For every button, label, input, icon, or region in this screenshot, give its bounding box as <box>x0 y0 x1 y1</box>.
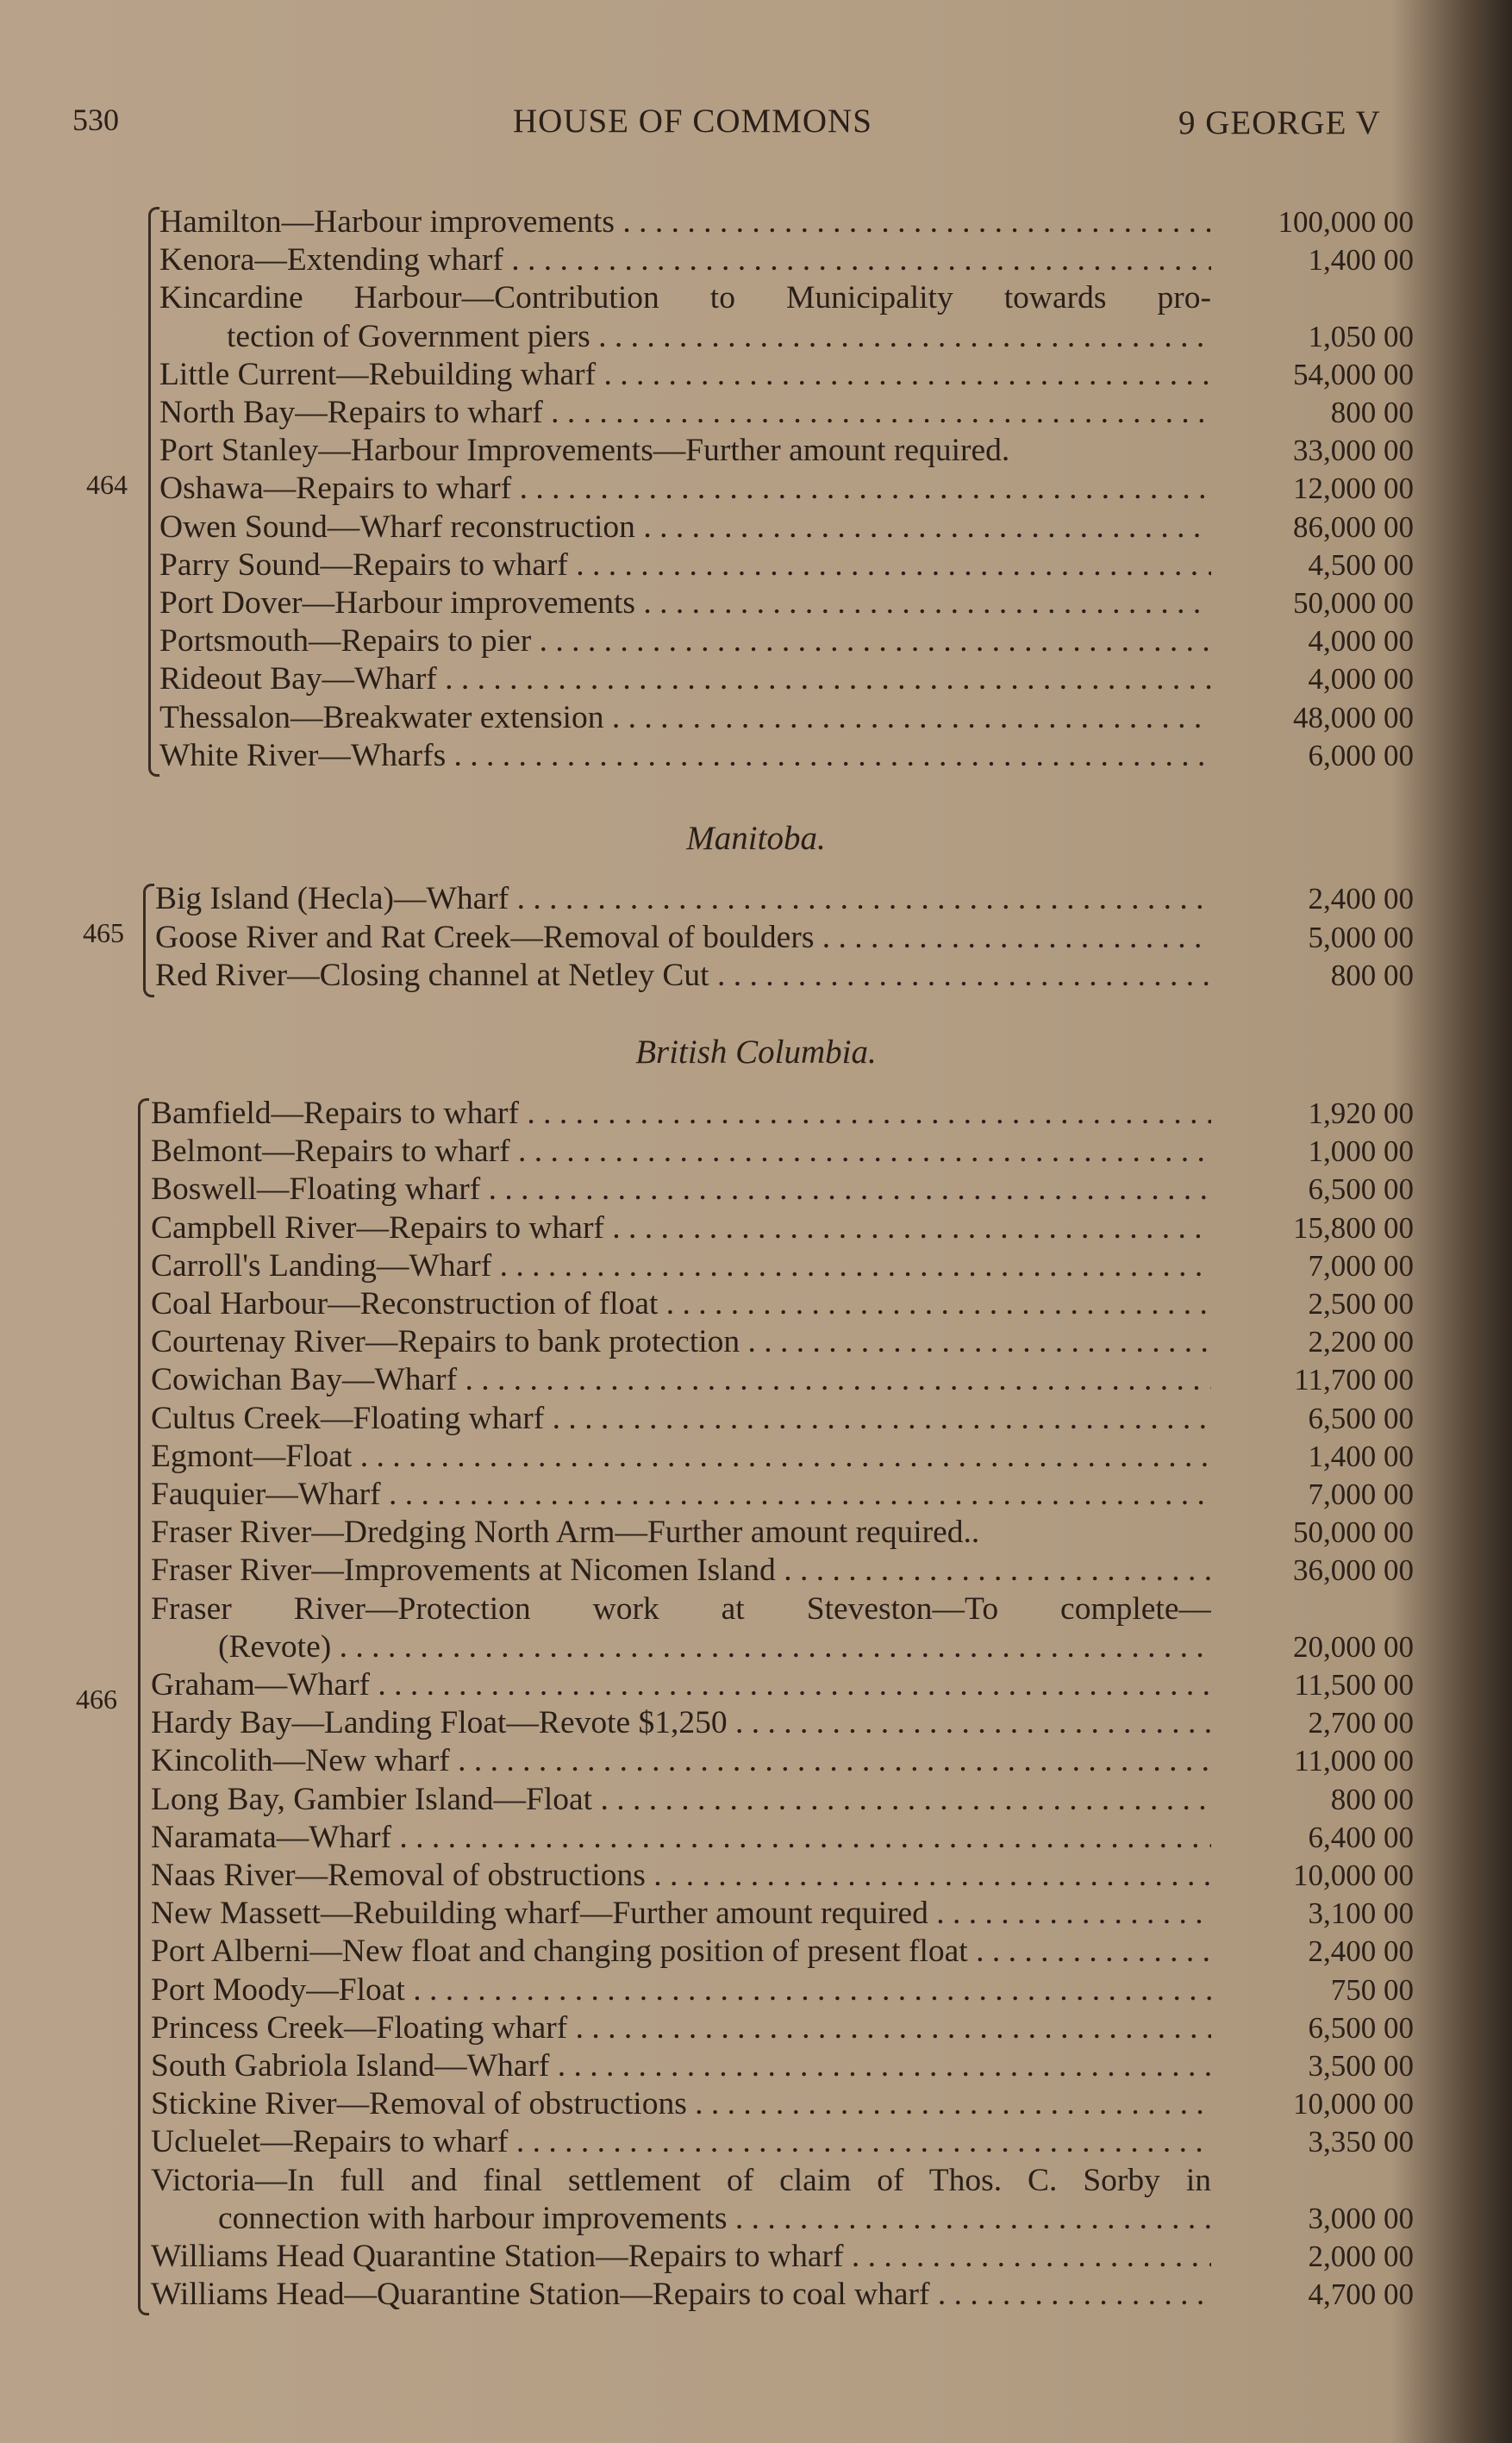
estimate-row <box>0 584 1512 622</box>
item-amount: 11,500 00 <box>1294 1668 1414 1702</box>
item-amount: 3,100 00 <box>1308 1896 1414 1931</box>
vote-number: 465 <box>83 916 124 948</box>
item-amount: 4,000 00 <box>1308 662 1414 697</box>
item-description: White River—Wharfs . . . <box>159 737 1211 775</box>
item-description: Port Stanley—Harbour Improvements—Further amount required. <box>159 433 1010 469</box>
item-description: tection of Government piers . . . <box>227 318 1211 356</box>
item-amount: 100,000 00 <box>1278 205 1414 239</box>
item-description: Kincardine Harbour—Contribution to Municipality towards pro- <box>159 280 1211 316</box>
item-description: Hamilton—Harbour improvements . . . <box>159 203 1211 241</box>
estimate-row <box>0 432 1512 470</box>
estimate-row <box>0 547 1512 584</box>
estimate-row <box>0 1133 1512 1171</box>
item-amount: 6,000 00 <box>1308 738 1414 772</box>
estimate-row <box>0 2009 1512 2047</box>
item-amount: 33,000 00 <box>1293 434 1414 468</box>
item-amount: 2,400 00 <box>1308 882 1414 915</box>
item-description: Coal Harbour—Reconstruction of float . . . <box>151 1285 1211 1323</box>
estimate-row <box>0 1590 1512 1628</box>
item-amount: 6,500 00 <box>1308 2010 1414 2045</box>
item-description: Naas River—Removal of obstructions . . . <box>151 1857 1211 1895</box>
item-amount: 11,000 00 <box>1294 1744 1414 1778</box>
item-description: Kenora—Extending wharf . . . <box>159 241 1211 279</box>
item-description: Little Current—Rebuilding wharf . . . <box>159 356 1211 394</box>
item-amount: 5,000 00 <box>1308 920 1414 954</box>
estimate-row <box>0 1628 1512 1666</box>
estimate-row <box>0 203 1512 241</box>
estimate-row <box>0 1819 1512 1857</box>
item-amount: 48,000 00 <box>1293 700 1414 734</box>
item-description: Victoria—In full and final settlement of claim of Thos. C. Sorby in <box>151 2162 1211 2198</box>
page-title: HOUSE OF COMMONS <box>513 103 872 140</box>
estimate-row <box>0 1666 1512 1704</box>
item-description: Princess Creek—Floating wharf . . . <box>151 2009 1211 2047</box>
item-description: Fraser River—Improvements at Nicomen Island . . . <box>151 1552 1211 1590</box>
estimate-row <box>0 1933 1512 1971</box>
item-amount: 86,000 00 <box>1293 509 1414 544</box>
item-description: Port Alberni—New float and changing position of present float . . . <box>151 1933 1211 1971</box>
item-amount: 1,400 00 <box>1308 1439 1414 1473</box>
estimate-row <box>0 2047 1512 2085</box>
estimate-row <box>0 2276 1512 2314</box>
vote-number: 466 <box>76 1684 117 1715</box>
item-amount: 1,400 00 <box>1308 243 1414 278</box>
estimate-row <box>0 1971 1512 2009</box>
item-description: Port Dover—Harbour improvements . . . <box>159 584 1211 622</box>
item-description: Williams Head—Quarantine Station—Repairs to coal wharf . . . <box>151 2276 1211 2314</box>
item-amount: 3,500 00 <box>1308 2049 1414 2083</box>
item-description: Graham—Wharf . . . <box>151 1666 1211 1704</box>
item-amount: 4,700 00 <box>1308 2277 1414 2312</box>
session-label: 9 GEORGE V <box>1178 104 1381 141</box>
item-amount: 6,500 00 <box>1308 1401 1414 1435</box>
item-description: Cultus Creek—Floating wharf . . . <box>151 1400 1211 1438</box>
estimate-row <box>0 1285 1512 1323</box>
estimate-row <box>0 880 1512 918</box>
item-amount: 50,000 00 <box>1293 586 1414 620</box>
item-description: Ucluelet—Repairs to wharf . . . <box>151 2123 1211 2161</box>
item-description: Fraser River—Protection work at Steveston—To complete— <box>151 1590 1211 1627</box>
estimate-row <box>0 241 1512 279</box>
estimate-row <box>0 1514 1512 1552</box>
item-description: Big Island (Hecla)—Wharf . . . <box>155 880 1211 918</box>
estimate-row <box>0 1209 1512 1247</box>
item-description: Hardy Bay—Landing Float—Revote $1,250 . . . <box>151 1704 1211 1742</box>
item-amount: 7,000 00 <box>1308 1478 1414 1511</box>
item-description: Kincolith—New wharf . . . <box>151 1742 1211 1780</box>
estimate-row <box>0 1704 1512 1742</box>
item-description: Carroll's Landing—Wharf . . . <box>151 1247 1211 1285</box>
estimate-row <box>0 622 1512 660</box>
item-amount: 11,700 00 <box>1294 1363 1414 1397</box>
section-heading: Manitoba. <box>686 820 826 857</box>
item-description: Campbell River—Repairs to wharf . . . <box>151 1209 1211 1247</box>
item-amount: 2,400 00 <box>1308 1934 1414 1969</box>
item-description: Goose River and Rat Creek—Removal of boulders . . . <box>155 919 1211 957</box>
estimate-row <box>0 1438 1512 1476</box>
item-description: Courtenay River—Repairs to bank protection . . . <box>151 1323 1211 1361</box>
estimate-row <box>0 318 1512 356</box>
item-amount: 20,000 00 <box>1293 1629 1414 1664</box>
estimate-row <box>0 1857 1512 1895</box>
estimate-row <box>0 1781 1512 1819</box>
estimate-row <box>0 356 1512 394</box>
item-amount: 4,500 00 <box>1308 547 1414 582</box>
item-amount: 6,400 00 <box>1308 1820 1414 1854</box>
item-amount: 10,000 00 <box>1293 1859 1414 1892</box>
estimate-row <box>0 1742 1512 1780</box>
item-amount: 6,500 00 <box>1308 1172 1414 1207</box>
item-description: Belmont—Repairs to wharf . . . <box>151 1133 1211 1171</box>
item-amount: 800 00 <box>1330 396 1414 429</box>
item-amount: 3,350 00 <box>1308 2125 1414 2159</box>
estimate-row <box>0 1552 1512 1590</box>
estimate-row <box>0 2200 1512 2238</box>
estimate-row <box>0 1247 1512 1285</box>
estimate-row <box>0 2162 1512 2200</box>
item-description: Rideout Bay—Wharf . . . <box>159 660 1211 698</box>
estimate-row <box>0 2238 1512 2276</box>
item-description: Thessalon—Breakwater extension . . . <box>159 699 1211 737</box>
estimate-row <box>0 1476 1512 1514</box>
item-description: Cowichan Bay—Wharf . . . <box>151 1361 1211 1399</box>
page-number: 530 <box>72 103 119 137</box>
estimate-row <box>0 1361 1512 1399</box>
item-amount: 1,050 00 <box>1308 319 1414 353</box>
estimate-row <box>0 1400 1512 1438</box>
estimate-row <box>0 1171 1512 1209</box>
item-description: Long Bay, Gambier Island—Float . . . <box>151 1781 1211 1819</box>
page-header <box>0 102 1512 153</box>
item-description: Boswell—Floating wharf . . . <box>151 1171 1211 1209</box>
item-amount: 2,000 00 <box>1308 2240 1414 2273</box>
item-amount: 15,800 00 <box>1293 1210 1414 1245</box>
item-description: Portsmouth—Repairs to pier . . . <box>159 622 1211 660</box>
item-amount: 800 00 <box>1330 1782 1414 1816</box>
item-amount: 10,000 00 <box>1293 2087 1414 2121</box>
item-amount: 800 00 <box>1330 959 1414 992</box>
item-amount: 4,000 00 <box>1308 624 1414 659</box>
item-description: Oshawa—Repairs to wharf . . . <box>159 470 1211 508</box>
item-amount: 2,700 00 <box>1308 1706 1414 1740</box>
item-description: Red River—Closing channel at Netley Cut . . . <box>155 957 1211 995</box>
item-amount: 54,000 00 <box>1293 357 1414 391</box>
estimate-row <box>0 1895 1512 1933</box>
estimate-row <box>0 470 1512 508</box>
estimate-row <box>0 509 1512 547</box>
item-description: (Revote) . . . <box>218 1628 1211 1666</box>
item-description: Fauquier—Wharf . . . <box>151 1476 1211 1514</box>
estimate-row <box>0 737 1512 775</box>
estimate-row <box>0 1323 1512 1361</box>
item-description: South Gabriola Island—Wharf . . . <box>151 2047 1211 2085</box>
item-description: Bamfield—Repairs to wharf . . . <box>151 1095 1211 1133</box>
item-amount: 750 00 <box>1330 1972 1414 2007</box>
estimate-row <box>0 279 1512 317</box>
estimate-row <box>0 699 1512 737</box>
item-description: Williams Head Quarantine Station—Repairs to wharf . . . <box>151 2238 1211 2276</box>
estimate-row <box>0 1095 1512 1133</box>
item-description: Stickine River—Removal of obstructions . . . <box>151 2085 1211 2123</box>
item-amount: 36,000 00 <box>1293 1553 1414 1588</box>
item-description: Port Moody—Float . . . <box>151 1971 1211 2009</box>
item-amount: 2,200 00 <box>1308 1325 1414 1359</box>
item-amount: 1,000 00 <box>1308 1134 1414 1169</box>
item-amount: 12,000 00 <box>1293 472 1414 506</box>
item-amount: 7,000 00 <box>1308 1248 1414 1283</box>
estimate-row <box>0 394 1512 432</box>
item-description: Parry Sound—Repairs to wharf . . . <box>159 547 1211 584</box>
item-amount: 3,000 00 <box>1308 2201 1414 2235</box>
section-heading: British Columbia. <box>635 1034 877 1071</box>
estimate-row <box>0 2085 1512 2123</box>
vote-number: 464 <box>86 468 128 500</box>
item-description: connection with harbour improvements . . . <box>218 2200 1211 2238</box>
item-description: North Bay—Repairs to wharf . . . <box>159 394 1211 432</box>
estimate-row <box>0 660 1512 698</box>
estimate-row <box>0 916 1512 957</box>
item-amount: 50,000 00 <box>1293 1515 1414 1550</box>
item-description: Egmont—Float . . . <box>151 1438 1211 1476</box>
estimate-row <box>0 2123 1512 2161</box>
item-amount: 1,920 00 <box>1308 1097 1414 1130</box>
item-amount: 2,500 00 <box>1308 1287 1414 1321</box>
item-description: Naramata—Wharf . . . <box>151 1819 1211 1857</box>
estimate-row <box>0 957 1512 995</box>
item-description: New Massett—Rebuilding wharf—Further amount required . . . <box>151 1895 1211 1933</box>
item-description: Owen Sound—Wharf reconstruction . . . <box>159 509 1211 547</box>
item-description: Fraser River—Dredging North Arm—Further amount required.. <box>151 1515 980 1551</box>
